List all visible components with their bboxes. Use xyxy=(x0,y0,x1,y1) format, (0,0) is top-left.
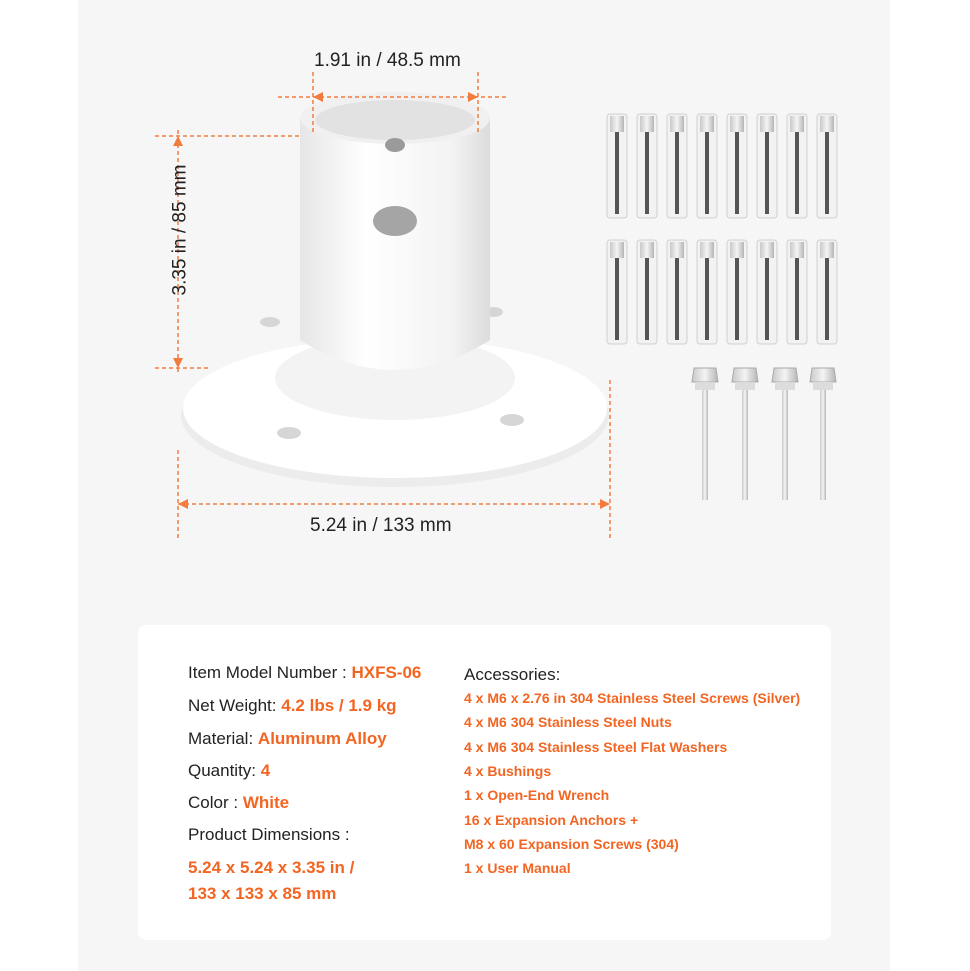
spec-material-value: Aluminum Alloy xyxy=(257,729,387,748)
spec-material-label: Material: xyxy=(188,729,254,748)
accessories-title: Accessories: xyxy=(464,665,561,684)
spec-model-label: Item Model Number : xyxy=(188,663,347,682)
spec-material xyxy=(188,729,387,749)
spec-color-label: Color : xyxy=(188,793,239,812)
spec-quantity-label: Quantity: xyxy=(188,761,257,780)
spec-color-value: White xyxy=(242,793,290,812)
accessory-item: 16 x Expansion Anchors + xyxy=(464,812,639,828)
accessory-item: 4 x Bushings xyxy=(464,763,552,779)
spec-color xyxy=(188,793,289,813)
dimension-top-width: 1.91 in / 48.5 mm xyxy=(314,50,461,71)
spec-model-value: HXFS-06 xyxy=(351,663,422,682)
spec-weight-label: Net Weight: xyxy=(188,696,277,715)
dimension-height: 3.35 in / 85 mm xyxy=(169,164,191,296)
spec-quantity-value: 4 xyxy=(260,761,271,780)
accessory-item: 1 x User Manual xyxy=(464,860,571,876)
accessory-item: 1 x Open-End Wrench xyxy=(464,787,610,803)
mount-hole xyxy=(260,317,280,327)
spec-quantity xyxy=(188,761,270,781)
spec-weight-value: 4.2 lbs / 1.9 kg xyxy=(281,696,397,715)
expansion-anchors-row-2 xyxy=(607,240,837,344)
spec-weight xyxy=(188,696,397,716)
mount-hole xyxy=(500,414,524,426)
accessory-item: 4 x M6 304 Stainless Steel Flat Washers xyxy=(464,739,728,755)
spec-card xyxy=(138,625,831,940)
mount-hole xyxy=(277,427,301,439)
accessory-item: 4 x M6 304 Stainless Steel Nuts xyxy=(464,714,672,730)
stainless-screws xyxy=(692,368,836,500)
dimension-base-width: 5.24 in / 133 mm xyxy=(310,515,452,536)
spec-model xyxy=(188,663,421,683)
spec-dimensions-value-mm: 133 x 133 x 85 mm xyxy=(188,884,337,903)
expansion-anchors-row-1 xyxy=(607,114,837,218)
spec-dimensions-value-in: 5.24 x 5.24 x 3.35 in / xyxy=(188,858,355,877)
flange-tube xyxy=(300,92,490,370)
accessory-item: M8 x 60 Expansion Screws (304) xyxy=(464,836,679,852)
spec-dimensions-label: Product Dimensions : xyxy=(188,825,350,844)
accessory-item: 4 x M6 x 2.76 in 304 Stainless Steel Screws (Silver) xyxy=(464,690,801,706)
